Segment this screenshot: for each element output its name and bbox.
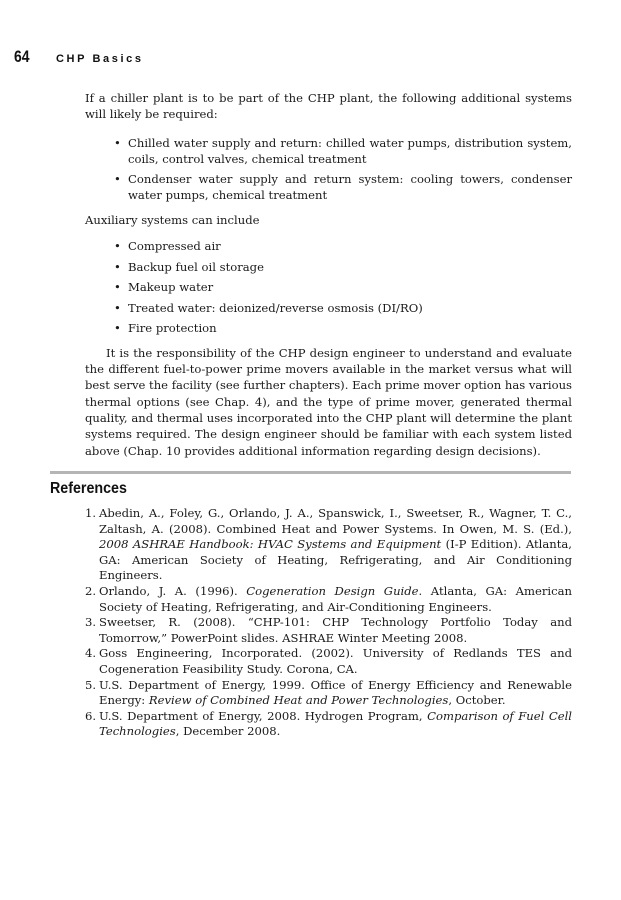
references-list [85, 506, 572, 740]
reference-text: U.S. Department of Energy, 2008. Hydrogen Program, [99, 708, 428, 723]
reference-text: U.S. Department of Energy, 1999. Office of Energy Efficiency and Renewable Energy: [99, 677, 572, 708]
reference-item [85, 615, 572, 646]
list-item: • Fire protection [85, 320, 572, 336]
reference-text: Orlando, J. A. (1996). [99, 583, 247, 598]
aux-intro-paragraph: Auxiliary systems can include [85, 212, 260, 227]
reference-number: 2. [85, 583, 97, 598]
reference-number: 1. [85, 506, 97, 520]
reference-item [85, 646, 572, 677]
reference-text: . Atlanta, GA: American Society of Heating, Refrigerating, and Air-Conditioning Engineers. [99, 583, 572, 614]
intro-paragraph: If a chiller plant is to be part of the CHP plant, the following additional systems will likely be required: [85, 91, 572, 122]
list-item: • Treated water: deionized/reverse osmosis (DI/RO) [85, 300, 572, 316]
list-item: • Chilled water supply and return: chilled water pumps, distribution system, coils, control valves, chemical treatment [85, 135, 572, 168]
reference-item [85, 709, 572, 740]
reference-italic-title: Comparison of Fuel Cell Technologies [99, 708, 572, 739]
section-divider [50, 471, 571, 474]
list-item: • Makeup water [85, 279, 572, 295]
running-header [14, 47, 144, 71]
book-title: CHP Basics [56, 53, 144, 65]
list-item: • Condenser water supply and return system: cooling towers, condenser water pumps, chemical treatment [85, 171, 572, 204]
body-text [85, 90, 572, 459]
reference-item [85, 678, 572, 709]
reference-italic-title: Cogeneration Design Guide [246, 583, 419, 598]
reference-italic-title: Review of Combined Heat and Power Technologies [148, 693, 449, 708]
auxiliary-systems-list [85, 238, 572, 337]
reference-item [85, 506, 572, 584]
reference-number: 5. [85, 677, 97, 692]
list-item: • Compressed air [85, 238, 572, 254]
reference-number: 6. [85, 708, 97, 723]
reference-text: (I-P Edition). Atlanta, GA: American Society of Heating, Refrigerating, and Air Conditioning Engineers. [99, 537, 572, 583]
reference-text: , October. [448, 693, 506, 708]
reference-item [85, 584, 572, 615]
reference-text: Sweetser, R. (2008). “CHP-101: CHP Technology Portfolio Today and Tomorrow,” PowerPoint slides. ASHRAE Winter Meeting 2008. [99, 615, 572, 645]
reference-text: , December 2008. [175, 724, 281, 739]
reference-number: 4. [85, 646, 97, 661]
list-item: • Backup fuel oil storage [85, 259, 572, 275]
page-number: 64 [14, 47, 30, 66]
reference-number: 3. [85, 615, 97, 630]
chiller-systems-list [85, 135, 572, 204]
reference-text: Goss Engineering, Incorporated. (2002). University of Redlands TES and Cogeneration Feasibility Study. Corona, CA. [99, 646, 572, 676]
reference-text: Abedin, A., Foley, G., Orlando, J. A., Spanswick, I., Sweetser, R., Wagner, T. C., Zaltash, A. (2008). Combined Heat and Power Systems. In Owen, M. S. (Ed.), [99, 506, 572, 536]
reference-italic-title: 2008 ASHRAE Handbook: HVAC Systems and Equipment [99, 537, 442, 552]
references-heading: References [50, 480, 127, 497]
closing-paragraph: It is the responsibility of the CHP design engineer to understand and evaluate the different fuel-to-power prime movers available in the market versus what will best serve the facility (see further chapters). Each prime mover option has various thermal options (see Chap. 4), and the type of prime mover, generated thermal quality, and thermal uses incorporated into the CHP plant will determine the plant systems required. The design engineer should be familiar with each system listed above (Chap. 10 provides additional information regarding design decisions). [85, 345, 572, 458]
